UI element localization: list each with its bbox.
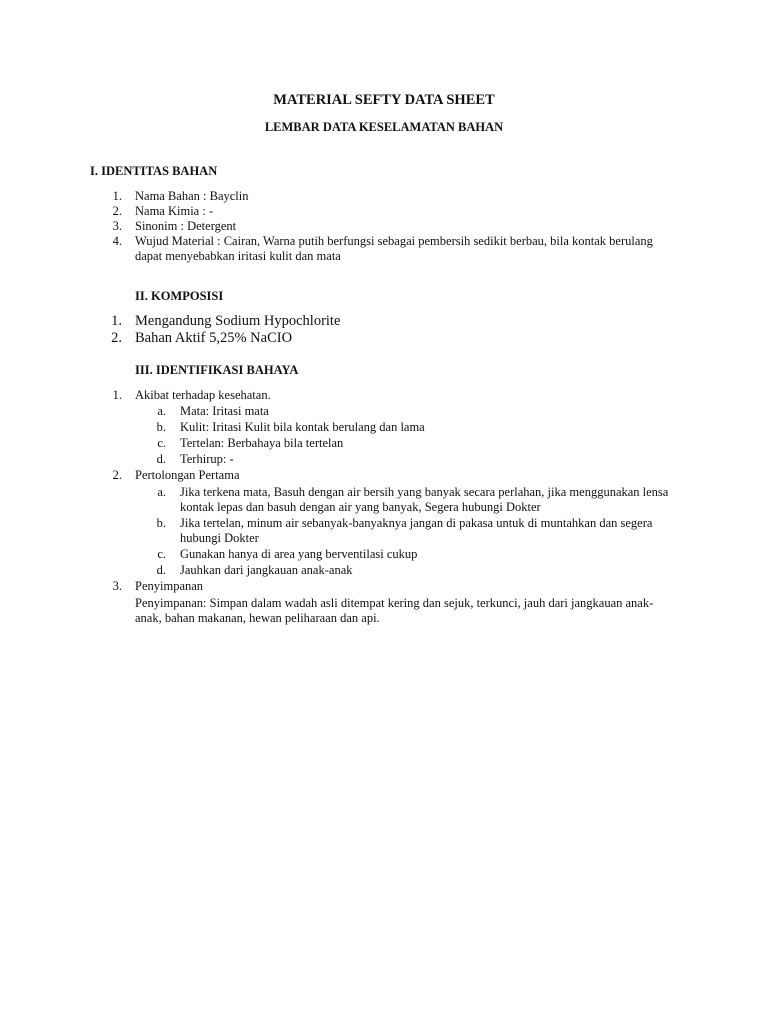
section-heading-komposisi: II. KOMPOSISI	[135, 289, 224, 303]
list-item: Pertolongan Pertama	[135, 468, 240, 482]
list-number: 3.	[112, 579, 122, 593]
sublist-letter: a.	[157, 404, 166, 418]
sublist-item: Kulit: Iritasi Kulit bila kontak berulang dan lama	[180, 420, 425, 434]
list-item: Mengandung Sodium Hypochlorite	[135, 313, 341, 329]
paragraph-line: Penyimpanan: Simpan dalam wadah asli ditempat kering dan sejuk, terkunci, jauh dari jangkauan anak-	[135, 596, 654, 610]
sublist-item: Mata: Iritasi mata	[180, 404, 269, 418]
list-item-line: dapat menyebabkan iritasi kulit dan mata	[135, 249, 341, 263]
sublist-letter: d.	[156, 563, 166, 577]
section-heading-identitas: I. IDENTITAS BAHAN	[90, 164, 218, 178]
list-item-line: Wujud Material : Cairan, Warna putih berfungsi sebagai pembersih sedikit berbau, bila kontak berulang	[135, 234, 653, 248]
sublist-item-line: kontak lepas dan basuh dengan air yang banyak, Segera hubungi Dokter	[180, 500, 541, 514]
sublist-item-line: Jika terkena mata, Basuh dengan air bersih yang banyak secara perlahan, jika menggunakan lensa	[180, 485, 669, 499]
list-number: 1.	[111, 313, 122, 329]
list-number: 1.	[112, 388, 122, 402]
list-item: Nama Bahan : Bayclin	[135, 189, 249, 203]
sublist-letter: c.	[157, 547, 166, 561]
list-item: Akibat terhadap kesehatan.	[135, 388, 271, 402]
list-number: 2.	[112, 468, 122, 482]
list-number: 2.	[111, 330, 122, 346]
sublist-letter: c.	[157, 436, 166, 450]
sublist-item-line: hubungi Dokter	[180, 531, 259, 545]
sublist-item: Tertelan: Berbahaya bila tertelan	[180, 436, 344, 450]
sublist-item: Gunakan hanya di area yang berventilasi cukup	[180, 547, 418, 561]
list-number: 4.	[112, 234, 122, 248]
sublist-letter: a.	[157, 485, 166, 499]
sublist-letter: b.	[156, 516, 166, 530]
sublist-letter: d.	[156, 452, 166, 466]
list-item: Sinonim : Detergent	[135, 219, 237, 233]
list-number: 3.	[112, 219, 122, 233]
list-number: 2.	[112, 204, 122, 218]
list-item: Bahan Aktif 5,25% NaCIO	[135, 330, 293, 346]
sublist-letter: b.	[156, 420, 166, 434]
list-item: Penyimpanan	[135, 579, 204, 593]
section-heading-identifikasi-bahaya: III. IDENTIFIKASI BAHAYA	[135, 363, 299, 377]
list-number: 1.	[112, 189, 122, 203]
paragraph-line: anak, bahan makanan, hewan peliharaan dan api.	[135, 611, 380, 625]
sublist-item: Terhirup: -	[180, 452, 234, 466]
sublist-item-line: Jika tertelan, minum air sebanyak-banyaknya jangan di pakasa untuk di muntahkan dan segera	[180, 516, 653, 530]
document-title: MATERIAL SEFTY DATA SHEET	[273, 92, 495, 108]
document-subtitle: LEMBAR DATA KESELAMATAN BAHAN	[264, 120, 504, 134]
list-item: Nama Kimia : -	[135, 204, 214, 218]
sublist-item: Jauhkan dari jangkauan anak-anak	[180, 563, 353, 577]
